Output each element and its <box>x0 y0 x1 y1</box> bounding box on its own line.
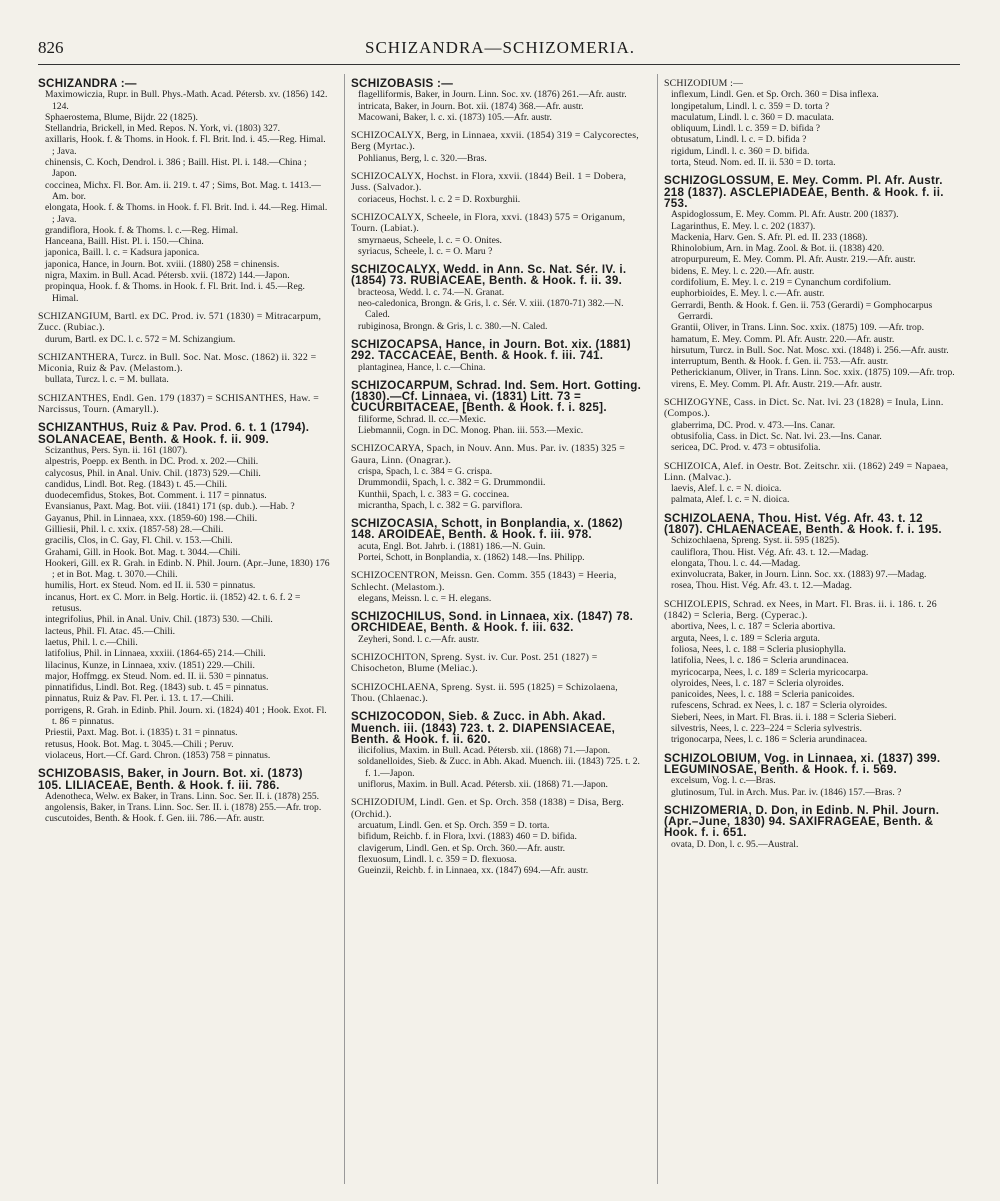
genus-heading: SCHIZOCAPSA, Hance, in Journ. Bot. xix. (1881) 292. TACCACEAE, Benth. & Hook. f. iii. 741. <box>351 337 631 363</box>
species-entry: integrifolius, Phil. in Anal. Univ. Chil. (1873) 530. —Chili. <box>45 614 273 626</box>
species-entry: Liebmannii, Cogn. in DC. Monog. Phan. iii. 553.—Mexic. <box>358 425 584 437</box>
species-entry: Zeyheri, Sond. l. c.—Afr. austr. <box>358 633 479 645</box>
species-entry: Drummondii, Spach, l. c. 382 = G. Drummondii. <box>358 477 546 489</box>
species-entry: rosea, Thou. Hist. Vég. Afr. 43. t. 12.—Madag. <box>671 580 852 592</box>
species-entry: gracilis, Clos, in C. Gay, Fl. Chil. v. 153.—Chili. <box>45 535 233 547</box>
species-entry: virens, E. Mey. Comm. Pl. Afr. Austr. 219.—Afr. austr. <box>671 378 882 390</box>
column-divider <box>344 74 345 1184</box>
genus-entry <box>351 611 643 645</box>
species-entry: foliosa, Nees, l. c. 188 = Scleria plusiophylla. <box>671 643 846 655</box>
species-entry: rigidum, Lindl. l. c. 360 = D. bifida. <box>671 145 810 157</box>
genus-entry <box>351 652 643 675</box>
species-entry: Sieberi, Nees, in Mart. Fl. Bras. ii. i. 188 = Scleria Sieberi. <box>671 711 897 723</box>
genus-entry <box>351 339 643 373</box>
genus-entry <box>351 711 643 790</box>
species-entry: axillaris, Hook. f. & Thoms. in Hook. f. Fl. Brit. Ind. i. 45.—Reg. Himal. ; Java. <box>45 134 326 157</box>
genus-entry <box>664 175 956 390</box>
species-entry: Gerrardi, Benth. & Hook. f. Gen. ii. 753 (Gerardi) = Gomphocarpus Gerrardi. <box>671 299 933 322</box>
species-entry: exinvolucrata, Baker, in Journ. Linn. Soc. xx. (1883) 97.—Madag. <box>671 569 927 581</box>
species-entry: Kunthii, Spach, l. c. 383 = G. coccinea. <box>358 488 510 500</box>
genus-heading: SCHIZANTHUS, Ruiz & Pav. Prod. 6. t. 1 (1794). SOLANACEAE, Benth. & Hook. f. ii. 909. <box>38 421 310 446</box>
genus-entry <box>351 518 643 563</box>
species-entry: cauliflora, Thou. Hist. Vég. Afr. 43. t. 12.—Madag. <box>671 546 869 558</box>
column-3 <box>664 78 956 857</box>
species-entry: Portei, Schott, in Bonplandia, x. (1862) 148.—Ins. Philipp. <box>358 551 585 563</box>
species-entry: torta, Steud. Nom. ed. II. ii. 530 = D. torta. <box>671 157 836 169</box>
genus-heading: SCHIZANTHERA, Turcz. in Bull. Soc. Nat. Mosc. (1862) ii. 322 = Miconia, Ruiz & Pav. (Melastom.). <box>38 351 317 375</box>
species-entry: Stellandria, Brickell, in Med. Repos. N. York, vi. (1803) 327. <box>45 123 281 135</box>
genus-heading: SCHIZOCODON, Sieb. & Zucc. in Abh. Akad. Muench. iii. (1843) 723. t. 2. DIAPENSIACEAE, Benth. & Hook. f. ii. 620. <box>351 710 616 746</box>
species-entry: porrigens, R. Grah. in Edinb. Phil. Journ. xi. (1824) 401 ; Hook. Exot. Fl. t. 86 = pinnatus. <box>45 704 327 728</box>
species-entry: laetus, Phil. l. c.—Chili. <box>45 636 138 648</box>
species-entry: flexuosum, Lindl. l. c. 359 = D. flexuosa. <box>358 853 517 865</box>
species-entry: Gueinzii, Reichb. f. in Linnaea, xx. (1847) 694.—Afr. austr. <box>358 865 589 877</box>
genus-entry <box>38 768 330 824</box>
species-entry: durum, Bartl. ex DC. l. c. 572 = M. Schizangium. <box>45 333 236 345</box>
genus-entry <box>38 78 330 304</box>
species-entry: lacteus, Phil. Fl. Atac. 45.—Chili. <box>45 625 176 637</box>
genus-heading: SCHIZOCHLAENA, Spreng. Syst. ii. 595 (1825) = Schizolaena, Thou. (Chlaenac.). <box>351 681 618 704</box>
species-entry: candidus, Lindl. Bot. Reg. (1843) t. 45.—Chili. <box>45 478 228 490</box>
genus-entry <box>38 352 330 386</box>
species-entry: maculatum, Lindl. l. c. 360 = D. maculata. <box>671 111 834 123</box>
header-rule <box>38 64 960 65</box>
species-entry: calycosus, Phil. in Anal. Univ. Chil. (1873) 529.—Chili. <box>45 467 261 479</box>
genus-heading: SCHIZOCARYA, Spach, in Nouv. Ann. Mus. Par. iv. (1835) 325 = Gaura, Linn. (Onagrar.). <box>351 443 625 466</box>
species-entry: bifidum, Reichb. f. in Flora, lxvi. (1883) 460 = D. bifida. <box>358 831 577 843</box>
species-entry: cuscutoides, Benth. & Hook. f. Gen. iii. 786.—Afr. austr. <box>45 813 265 825</box>
species-entry: chinensis, C. Koch, Dendrol. i. 386 ; Baill. Hist. Pl. i. 148.—China ; Japon. <box>45 157 307 180</box>
species-entry: euphorbioides, E. Mey. l. c.—Afr. austr. <box>671 288 825 300</box>
genus-heading: SCHIZOCHILUS, Sond. in Linnaea, xix. (1847) 78. ORCHIDEAE, Benth. & Hook. f. iii. 632. <box>351 610 634 635</box>
genus-heading: SCHIZOGYNE, Cass. in Dict. Sc. Nat. lvi. 23 (1828) = Inula, Linn. (Compos.). <box>664 397 944 420</box>
species-entry: silvestris, Nees, l. c. 223–224 = Scleria sylvestris. <box>671 723 862 735</box>
genus-heading: SCHIZOLEPIS, Schrad. ex Nees, in Mart. Fl. Bras. ii. i. 186. t. 26 (1842) = Scleria, Berg. (Cyperac.). <box>664 598 937 622</box>
species-entry: japonica, Baill. l. c. = Kadsura japonica. <box>45 247 200 259</box>
species-entry: hirsutum, Turcz. in Bull. Soc. Nat. Mosc. xxi. (1848) i. 256.—Afr. austr. <box>671 344 949 356</box>
species-entry: incanus, Hort. ex C. Morr. in Belg. Hortic. ii. (1852) 42. t. 6. f. 2 = retusus. <box>45 591 301 615</box>
genus-entry <box>664 805 956 850</box>
species-entry: obliquum, Lindl. l. c. 359 = D. bifida ? <box>671 123 821 135</box>
species-entry: propinqua, Hook. f. & Thoms. in Hook. f. Fl. Brit. Ind. i. 45.—Reg. Himal. <box>45 281 305 304</box>
species-entry: alpestris, Poepp. ex Benth. in DC. Prod. x. 202.—Chili. <box>45 456 259 468</box>
species-entry: intricata, Baker, in Journ. Bot. xii. (1874) 368.—Afr. austr. <box>358 100 584 112</box>
species-entry: violaceus, Hort.—Cf. Gard. Chron. (1853) 758 = pinnatus. <box>45 749 271 761</box>
species-entry: rufescens, Schrad. ex Nees, l. c. 187 = Scleria olyroides. <box>671 700 888 712</box>
species-entry: Gilliesii, Phil. l. c. xxix. (1857-58) 28.—Chili. <box>45 523 224 535</box>
column-2 <box>351 78 643 883</box>
genus-entry <box>351 570 643 604</box>
species-entry: obtusifolia, Cass. in Dict. Sc. Nat. lvi. 23.—Ins. Canar. <box>671 430 882 442</box>
species-entry: neo-caledonica, Brongn. & Gris, l. c. Sér. V. xiii. (1870-71) 382.—N. Caled. <box>358 298 624 321</box>
species-entry: retusus, Hook. Bot. Mag. t. 3045.—Chili ; Peruv. <box>45 738 234 750</box>
page-number: 826 <box>38 38 64 57</box>
species-entry: atropurpureum, E. Mey. Comm. Pl. Afr. Austr. 219.—Afr. austr. <box>671 254 916 266</box>
species-entry: syriacus, Scheele, l. c. = O. Maru ? <box>358 245 493 257</box>
species-entry: elegans, Meissn. l. c. = H. elegans. <box>358 592 492 604</box>
species-entry: pinnatus, Ruiz & Pav. Fl. Per. i. 13. t. 17.—Chili. <box>45 693 234 705</box>
genus-heading: SCHIZANTHES, Endl. Gen. 179 (1837) = SCHISANTHES, Haw. = Narcissus, Tourn. (Amaryll.). <box>38 392 319 416</box>
species-entry: Aspidoglossum, E. Mey. Comm. Pl. Afr. Austr. 200 (1837). <box>671 209 899 221</box>
species-entry: coriaceus, Hochst. l. c. 2 = D. Roxburghii. <box>358 193 521 205</box>
genus-heading: SCHIZOLAENA, Thou. Hist. Vég. Afr. 43. t. 12 (1807). CHLAENACEAE, Benth. & Hook. f. i. 195. <box>664 511 942 536</box>
species-entry: major, Hoffmgg. ex Steud. Nom. ed. II. ii. 530 = pinnatus. <box>45 670 269 682</box>
genus-entry <box>38 393 330 416</box>
species-entry: longipetalum, Lindl. l. c. 359 = D. torta ? <box>671 100 830 112</box>
species-entry: latifolius, Phil. in Linnaea, xxxiii. (1864-65) 214.—Chili. <box>45 648 266 660</box>
genus-heading: SCHIZANGIUM, Bartl. ex DC. Prod. iv. 571 (1830) = Mitracarpum, Zucc. (Rubiac.). <box>38 310 322 334</box>
species-entry: Grantii, Oliver, in Trans. Linn. Soc. xxix. (1875) 109. —Afr. trop. <box>671 322 925 334</box>
species-entry: lilacinus, Kunze, in Linnaea, xxiv. (1851) 229.—Chili. <box>45 659 255 671</box>
species-entry: duodecemfidus, Stokes, Bot. Comment. i. 117 = pinnatus. <box>45 490 267 502</box>
genus-entry <box>351 264 643 332</box>
species-entry: Macowani, Baker, l. c. xi. (1873) 105.—Afr. austr. <box>358 111 552 123</box>
genus-heading: SCHIZOICA, Alef. in Oestr. Bot. Zeitschr. xii. (1862) 249 = Napaea, Linn. (Malvac.). <box>664 460 949 483</box>
genus-heading: SCHIZOCASIA, Schott, in Bonplandia, x. (1862) 148. AROIDEAE, Benth. & Hook. f. iii. 978. <box>351 517 623 542</box>
genus-entry <box>351 212 643 257</box>
genus-heading: SCHIZOCHITON, Spreng. Syst. iv. Cur. Post. 251 (1827) = Chisocheton, Blume (Meliac.). <box>351 652 598 675</box>
genus-entry <box>351 171 643 205</box>
species-entry: elongata, Thou. l. c. 44.—Madag. <box>671 557 801 569</box>
genus-heading: SCHIZODIUM, Lindl. Gen. et Sp. Orch. 358 (1838) = Disa, Berg. (Orchid.). <box>351 797 625 820</box>
genus-entry <box>664 78 956 168</box>
species-entry: acuta, Engl. Bot. Jahrb. i. (1881) 186.—N. Guin. <box>358 540 546 552</box>
species-entry: filiforme, Schrad. ll. cc.—Mexic. <box>358 413 486 425</box>
species-entry: glaberrima, DC. Prod. v. 473.—Ins. Canar. <box>671 419 836 431</box>
genus-entry <box>351 380 643 436</box>
species-entry: Rhinolobium, Arn. in Mag. Zool. & Bot. ii. (1838) 420. <box>671 243 885 255</box>
species-entry: Lagarinthus, E. Mey. l. c. 202 (1837). <box>671 220 816 232</box>
genus-entry <box>664 397 956 453</box>
genus-heading: SCHIZOMERIA, D. Don, in Edinb. N. Phil. Journ. (Apr.–June, 1830) 94. SAXIFRAGEAE, Benth. & Hook. f. i. 651. <box>664 803 940 840</box>
species-entry: ovata, D. Don, l. c. 95.—Austral. <box>671 838 799 850</box>
species-entry: bracteosa, Wedd. l. c. 74.—N. Granat. <box>358 286 505 298</box>
genus-heading: SCHIZOCALYX, Wedd. in Ann. Sc. Nat. Sér. IV. i. (1854) 73. RUBIACEAE, Benth. & Hook. f. ii. 39. <box>351 263 627 288</box>
genus-entry <box>664 599 956 746</box>
species-entry: Priestii, Paxt. Mag. Bot. i. (1835) t. 31 = pinnatus. <box>45 727 238 739</box>
species-entry: angolensis, Baker, in Trans. Linn. Soc. Ser. II. i. (1878) 255.—Afr. trop. <box>45 802 322 814</box>
genus-heading: SCHIZODIUM :— <box>664 78 744 89</box>
species-entry: japonica, Hance, in Journ. Bot. xviii. (1880) 258 = chinensis. <box>45 258 280 270</box>
species-entry: uniflorus, Maxim. in Bull. Acad. Pétersb. xii. (1868) 71.—Japon. <box>358 779 608 791</box>
species-entry: bullata, Turcz. l. c. = M. bullata. <box>45 374 169 386</box>
genus-heading: SCHIZOCALYX, Scheele, in Flora, xxvi. (1843) 575 = Origanum, Tourn. (Labiat.). <box>351 211 626 235</box>
species-entry: Mackenia, Harv. Gen. S. Afr. Pl. ed. II. 233 (1868). <box>671 231 868 243</box>
species-entry: panicoides, Nees, l. c. 188 = Scleria panicoides. <box>671 689 855 701</box>
species-entry: sericea, DC. Prod. v. 473 = obtusifolia. <box>671 442 821 454</box>
genus-entry <box>38 311 330 345</box>
genus-heading: SCHIZOCALYX, Berg, in Linnaea, xxvii. (1854) 319 = Calycorectes, Berg (Myrtac.). <box>351 130 639 153</box>
species-entry: trigonocarpa, Nees, l. c. 186 = Scleria arundinacea. <box>671 734 868 746</box>
species-entry: Evansianus, Paxt. Mag. Bot. viii. (1841) 171 (sp. dub.). —Hab. ? <box>45 501 295 513</box>
genus-entry <box>38 422 330 761</box>
genus-heading: SCHIZOCENTRON, Meissn. Gen. Comm. 355 (1843) = Heeria, Schlecht. (Melastom.). <box>351 570 617 593</box>
genus-heading: SCHIZOBASIS, Baker, in Journ. Bot. xi. (1873) 105. LILIACEAE, Benth. & Hook. f. iii. 786. <box>38 767 303 792</box>
species-entry: olyroides, Nees, l. c. 187 = Scleria olyroides. <box>671 677 844 689</box>
column-divider <box>657 74 658 1184</box>
species-entry: Gayanus, Phil. in Linnaea, xxx. (1859-60) 198.—Chili. <box>45 512 258 524</box>
species-entry: plantaginea, Hance, l. c.—China. <box>358 361 486 373</box>
species-entry: Hanceana, Baill. Hist. Pl. i. 150.—China. <box>45 236 204 248</box>
species-entry: humilis, Hort. ex Steud. Nom. ed II. ii. 530 = pinnatus. <box>45 580 256 592</box>
species-entry: interruptum, Benth. & Hook. f. Gen. ii. 753.—Afr. austr. <box>671 356 889 368</box>
species-entry: glutinosum, Tul. in Arch. Mus. Par. iv. (1846) 157.—Bras. ? <box>671 786 902 798</box>
genus-entry <box>664 513 956 592</box>
species-entry: ilicifolius, Maxim. in Bull. Acad. Pétersb. xii. (1868) 71.—Japon. <box>358 745 611 757</box>
genus-entry <box>351 443 643 511</box>
species-entry: elongata, Hook. f. & Thoms. in Hook. f. Fl. Brit. Ind. i. 44.—Reg. Himal. ; Java. <box>45 202 328 225</box>
column-1 <box>38 78 330 832</box>
species-entry: hamatum, E. Mey. Comm. Pl. Afr. Austr. 220.—Afr. austr. <box>671 333 895 345</box>
genus-entry <box>664 461 956 506</box>
genus-entry <box>664 753 956 798</box>
genus-entry <box>351 130 643 164</box>
species-entry: Petherickianum, Oliver, in Trans. Linn. Soc. xxix. (1875) 109.—Afr. trop. <box>671 367 955 379</box>
genus-entry <box>351 78 643 123</box>
species-entry: Sphaerostema, Blume, Bijdr. 22 (1825). <box>45 111 198 123</box>
species-entry: laevis, Alef. l. c. = N. dioica. <box>671 483 782 495</box>
species-entry: latifolia, Nees, l. c. 186 = Scleria arundinacea. <box>671 655 849 667</box>
species-entry: Maximowiczia, Rupr. in Bull. Phys.-Math. Acad. Pétersb. xv. (1856) 142. 124. <box>45 89 328 112</box>
species-entry: Schizochlaena, Spreng. Syst. ii. 595 (1825). <box>671 535 840 547</box>
species-entry: inflexum, Lindl. Gen. et Sp. Orch. 360 = Disa inflexa. <box>671 89 879 101</box>
species-entry: Pohlianus, Berg, l. c. 320.—Bras. <box>358 152 487 164</box>
genus-heading: SCHIZANDRA :— <box>38 77 137 90</box>
species-entry: coccinea, Michx. Fl. Bor. Am. ii. 219. t. 47 ; Sims, Bot. Mag. t. 1413.—Am. bor. <box>45 179 321 202</box>
species-entry: arcuatum, Lindl. Gen. et Sp. Orch. 359 = D. torta. <box>358 819 550 831</box>
genus-heading: SCHIZOCARPUM, Schrad. Ind. Sem. Hort. Gotting. (1830).—Cf. Linnaea, vi. (1831) Litt. 73 = CUCURBITACEAE, [Benth. & Hook. f. i. 825]. <box>351 378 642 415</box>
species-entry: crispa, Spach, l. c. 384 = G. crispa. <box>358 465 493 477</box>
species-entry: nigra, Maxim. in Bull. Acad. Pétersb. xvii. (1872) 144.—Japon. <box>45 270 290 282</box>
species-entry: Adenotheca, Welw. ex Baker, in Trans. Linn. Soc. Ser. II. i. (1878) 255. <box>45 790 320 802</box>
species-entry: myricocarpa, Nees, l. c. 189 = Scleria myricocarpa. <box>671 666 869 678</box>
species-entry: Hookeri, Gill. ex R. Grah. in Edinb. N. Phil. Journ. (Apr.–June, 1830) 176 ; et in Bot. Mag. t. 3070.—Chili. <box>45 557 330 581</box>
species-entry: smyrnaeus, Scheele, l. c. = O. Onites. <box>358 234 502 246</box>
genus-heading: SCHIZOGLOSSUM, E. Mey. Comm. Pl. Afr. Austr. 218 (1837). ASCLEPIADEAE, Benth. & Hook. f. ii. 753. <box>664 174 944 210</box>
genus-entry <box>351 682 643 705</box>
species-entry: cordifolium, E. Mey. l. c. 219 = Cynanchum cordifolium. <box>671 277 892 289</box>
species-entry: Grahami, Gill. in Hook. Bot. Mag. t. 3044.—Chili. <box>45 546 241 558</box>
species-entry: bidens, E. Mey. l. c. 220.—Afr. austr. <box>671 265 815 277</box>
species-entry: arguta, Nees, l. c. 189 = Scleria arguta. <box>671 632 820 644</box>
species-entry: abortiva, Nees, l. c. 187 = Scleria abortiva. <box>671 621 836 633</box>
genus-heading: SCHIZOBASIS :— <box>351 77 454 90</box>
species-entry: flagelliformis, Baker, in Journ. Linn. Soc. xv. (1876) 261.—Afr. austr. <box>358 89 627 101</box>
genus-entry <box>351 797 643 876</box>
species-entry: pinnatifidus, Lindl. Bot. Reg. (1843) sub. t. 45 = pinnatus. <box>45 682 269 694</box>
species-entry: Scizanthus, Pers. Syn. ii. 161 (1807). <box>45 444 188 456</box>
running-head: SCHIZANDRA—SCHIZOMERIA. <box>365 38 635 57</box>
species-entry: palmata, Alef. l. c. = N. dioica. <box>671 494 790 506</box>
genus-heading: SCHIZOCALYX, Hochst. in Flora, xxvii. (1844) Beil. 1 = Dobera, Juss. (Salvador.). <box>351 171 627 194</box>
species-entry: micrantha, Spach, l. c. 382 = G. parviflora. <box>358 499 523 511</box>
species-entry: clavigerum, Lindl. Gen. et Sp. Orch. 360.—Afr. austr. <box>358 842 566 854</box>
species-entry: obtusatum, Lindl. l. c. = D. bifida ? <box>671 134 807 146</box>
species-entry: excelsum, Vog. l. c.—Bras. <box>671 775 776 787</box>
species-entry: grandiflora, Hook. f. & Thoms. l. c.—Reg. Himal. <box>45 224 238 236</box>
species-entry: soldanelloides, Sieb. & Zucc. in Abh. Akad. Muench. iii. (1843) 725. t. 2. f. 1.—Japon. <box>358 756 640 779</box>
species-entry: rubiginosa, Brongn. & Gris, l. c. 380.—N. Caled. <box>358 320 548 332</box>
genus-heading: SCHIZOLOBIUM, Vog. in Linnaea, xi. (1837) 399. LEGUMINOSAE, Benth. & Hook. f. i. 569. <box>664 751 941 776</box>
